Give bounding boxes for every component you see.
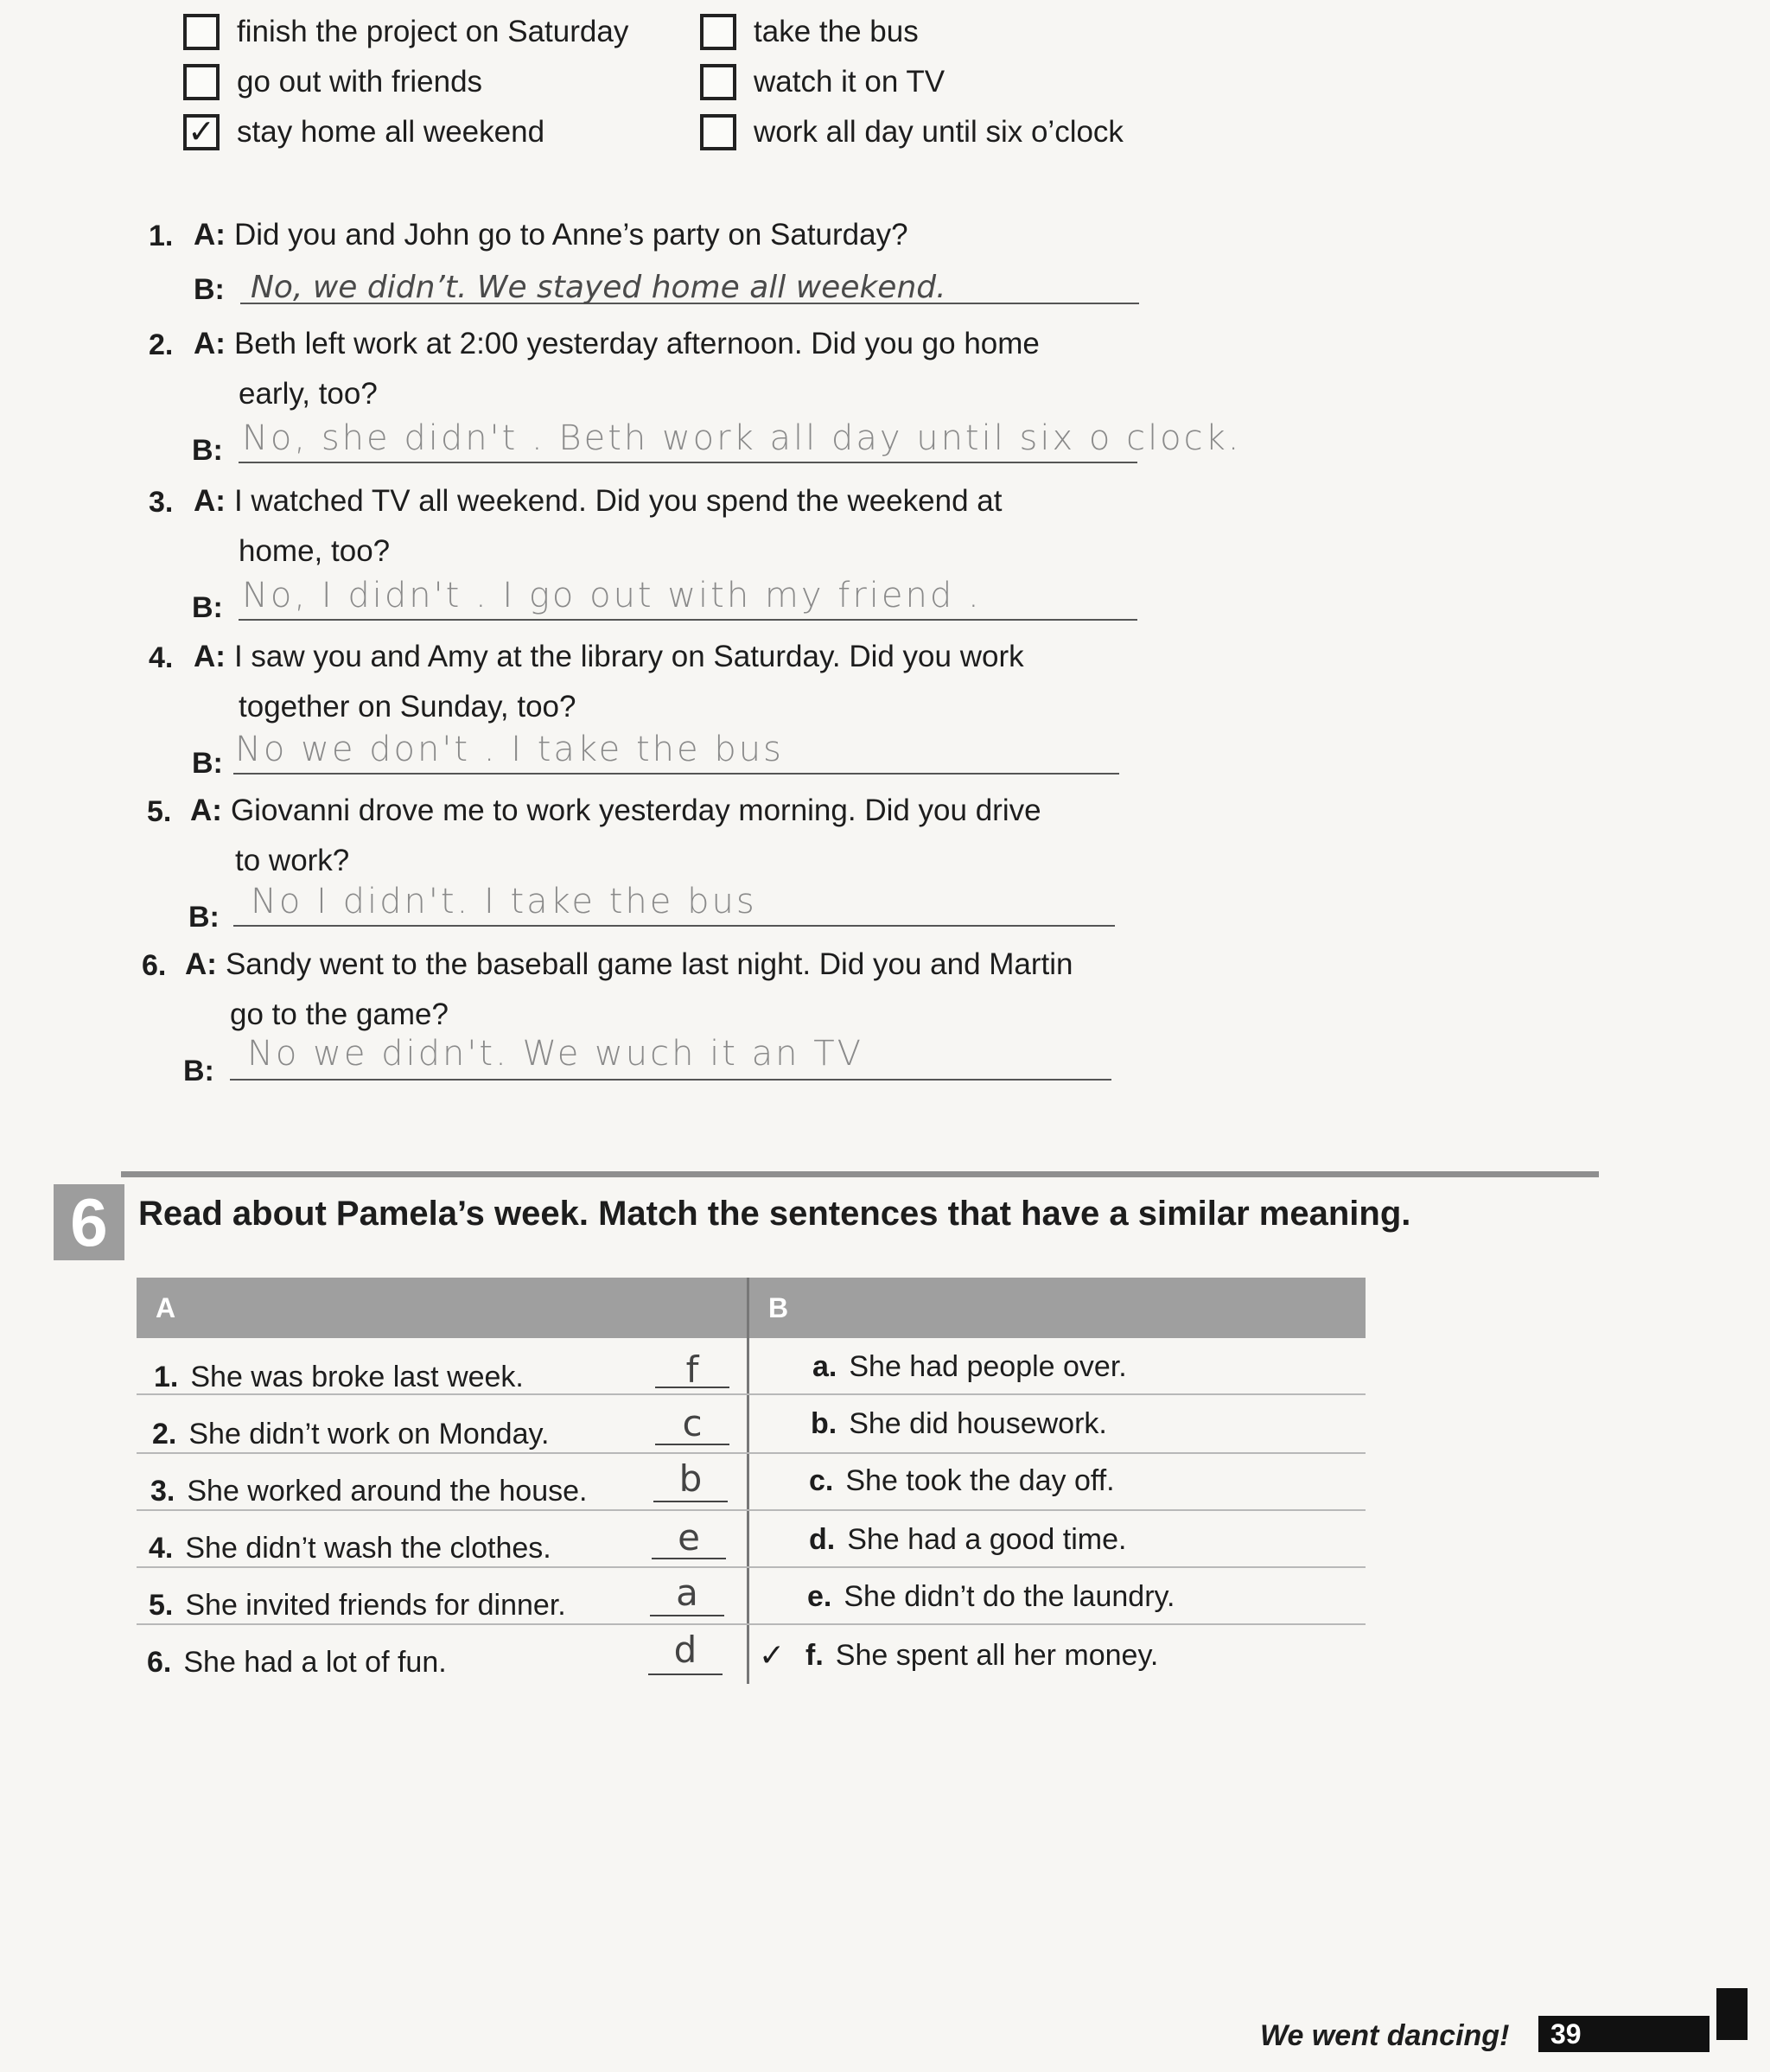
row-letter: a. — [812, 1350, 837, 1383]
question-a — [194, 640, 1024, 674]
table-row — [147, 1646, 447, 1680]
table-row — [811, 1407, 1107, 1441]
row-text: She did housework. — [849, 1407, 1107, 1440]
question-continuation: home, too? — [239, 534, 391, 568]
row-number: 3. — [150, 1475, 175, 1508]
row-text: She had a lot of fun. — [183, 1646, 447, 1679]
question-text: Sandy went to the baseball game last night. Did you and Martin — [225, 947, 1073, 981]
answer-letter: c — [682, 1402, 703, 1444]
word-bank-item — [700, 14, 919, 50]
speaker-b-label: B: — [188, 901, 220, 934]
speaker-a-label: A: — [185, 947, 217, 981]
page-tab-decoration — [1716, 1988, 1748, 2040]
word-bank-item — [183, 64, 482, 100]
table-row — [150, 1475, 587, 1508]
table-row — [812, 1350, 1127, 1384]
word-bank-text: watch it on TV — [754, 65, 945, 99]
row-text: She spent all her money. — [835, 1639, 1159, 1672]
row-text: She took the day off. — [845, 1464, 1115, 1497]
speaker-b-label: B: — [192, 434, 223, 467]
check-mark-icon: ✓ — [759, 1637, 786, 1673]
answer-handwritten: No I didn't. I take the bus — [251, 882, 757, 921]
question-text: Giovanni drove me to work yesterday morning. Did you drive — [230, 794, 1041, 827]
word-bank-text: go out with friends — [237, 65, 483, 99]
speaker-a-label: A: — [190, 794, 222, 827]
question-number: 5. — [147, 795, 172, 828]
row-letter: f. — [805, 1639, 824, 1672]
speaker-b-label: B: — [192, 747, 223, 780]
table-row — [154, 1361, 524, 1394]
check-mark-icon: ✓ — [188, 114, 215, 150]
word-bank-item — [700, 64, 945, 100]
answer-line[interactable] — [233, 925, 1115, 927]
column-a-header: A — [137, 1278, 747, 1338]
row-letter: e. — [807, 1580, 832, 1613]
row-text: She invited friends for dinner. — [185, 1589, 566, 1622]
row-divider — [137, 1509, 1366, 1511]
row-text: She worked around the house. — [187, 1475, 588, 1508]
answer-line[interactable] — [230, 1079, 1111, 1081]
row-number: 4. — [149, 1532, 174, 1565]
row-divider — [137, 1452, 1366, 1454]
question-continuation: to work? — [235, 844, 350, 877]
checkbox[interactable] — [700, 14, 736, 50]
row-letter: c. — [809, 1464, 834, 1497]
question-continuation: go to the game? — [230, 998, 449, 1031]
question-a — [194, 327, 1040, 361]
answer-handwritten: No, I didn't . I go out with my friend . — [242, 576, 982, 615]
speaker-a-label: A: — [194, 327, 226, 360]
question-number: 3. — [149, 486, 174, 519]
row-letter: b. — [811, 1407, 837, 1440]
speaker-b-label: B: — [194, 273, 225, 306]
word-bank-item — [183, 114, 544, 150]
question-a — [185, 947, 1073, 982]
section-divider — [121, 1171, 1599, 1177]
answer-letter: b — [678, 1457, 703, 1500]
table-row — [805, 1639, 1158, 1673]
row-number: 5. — [149, 1589, 174, 1622]
speaker-b-label: B: — [192, 591, 223, 624]
row-number: 2. — [152, 1418, 177, 1450]
question-text: I watched TV all weekend. Did you spend the weekend at — [233, 484, 1003, 518]
row-text: She was broke last week. — [190, 1361, 524, 1393]
speaker-a-label: A: — [194, 484, 226, 518]
row-text: She didn’t wash the clothes. — [185, 1532, 551, 1565]
answer-line[interactable] — [239, 462, 1137, 463]
word-bank-text: stay home all weekend — [237, 115, 545, 149]
checkbox[interactable] — [700, 114, 736, 150]
table-row — [149, 1532, 551, 1565]
section-title: Read about Pamela’s week. Match the sentences that have a similar meaning. — [138, 1195, 1411, 1233]
answer-handwritten: No we don't . I take the bus — [235, 730, 784, 769]
page-number: 39 — [1538, 2016, 1710, 2052]
question-a — [194, 484, 1002, 519]
question-text: Did you and John go to Anne’s party on Saturday? — [233, 218, 908, 252]
question-number: 2. — [149, 328, 174, 361]
speaker-a-label: A: — [194, 640, 226, 673]
checkbox[interactable] — [700, 64, 736, 100]
row-text: She had a good time. — [847, 1523, 1127, 1556]
answer-letter: a — [676, 1572, 698, 1614]
answer-blank[interactable] — [653, 1501, 728, 1502]
checkbox-checked[interactable] — [183, 114, 220, 150]
row-divider — [137, 1566, 1366, 1568]
question-continuation: together on Sunday, too? — [239, 690, 576, 724]
row-number: 6. — [147, 1646, 172, 1679]
footer-unit-title: We went dancing! — [1260, 2019, 1510, 2052]
answer-letter: e — [678, 1516, 700, 1559]
answer-blank[interactable] — [650, 1615, 724, 1616]
row-text: She didn’t work on Monday. — [188, 1418, 550, 1450]
row-letter: d. — [809, 1523, 836, 1556]
row-text: She had people over. — [849, 1350, 1127, 1383]
question-number: 4. — [149, 641, 174, 674]
column-b-header: B — [749, 1278, 1366, 1338]
speaker-a-label: A: — [194, 218, 226, 252]
checkbox[interactable] — [183, 14, 220, 50]
word-bank-text: work all day until six o’clock — [754, 115, 1124, 149]
answer-line[interactable] — [233, 773, 1119, 775]
answer-line[interactable] — [239, 619, 1137, 621]
checkbox[interactable] — [183, 64, 220, 100]
answer-letter: d — [673, 1629, 697, 1671]
word-bank-text: take the bus — [754, 15, 919, 48]
row-divider — [137, 1623, 1366, 1625]
question-number: 1. — [149, 220, 174, 252]
answer-handwritten: No, she didn't . Beth work all day until six o clock. — [242, 418, 1242, 458]
speaker-b-label: B: — [183, 1055, 214, 1087]
answer-blank[interactable] — [648, 1674, 723, 1675]
section-number: 6 — [54, 1184, 124, 1260]
question-a — [194, 218, 908, 252]
answer-letter: f — [685, 1348, 699, 1391]
question-number: 6. — [142, 949, 167, 982]
table-row — [149, 1589, 566, 1623]
table-row — [809, 1464, 1115, 1498]
row-number: 1. — [154, 1361, 179, 1393]
word-bank-text: finish the project on Saturday — [237, 15, 629, 48]
question-text: Beth left work at 2:00 yesterday afternoon. Did you go home — [233, 327, 1040, 360]
answer-handwritten: No we didn't. We wuch it an TV — [247, 1034, 864, 1074]
word-bank-item — [700, 114, 1124, 150]
table-row — [809, 1523, 1126, 1557]
question-a — [190, 794, 1041, 828]
question-text: I saw you and Amy at the library on Saturday. Did you work — [233, 640, 1024, 673]
answer-example: No, we didn’t. We stayed home all weekend. — [251, 270, 946, 305]
word-bank-item — [183, 14, 628, 50]
row-text: She didn’t do the laundry. — [844, 1580, 1175, 1613]
question-continuation: early, too? — [239, 377, 378, 411]
table-row — [807, 1580, 1175, 1614]
table-row — [152, 1418, 549, 1451]
